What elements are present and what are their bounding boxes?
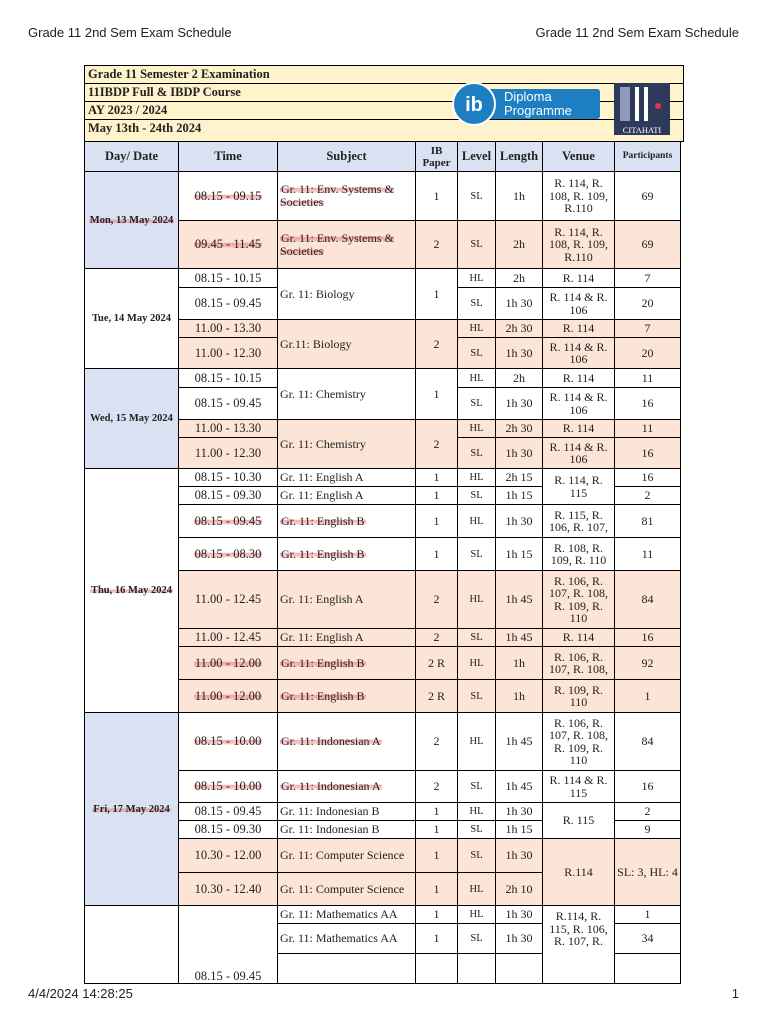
venue-cell: R. 114 & R. 106 xyxy=(543,338,615,369)
level-cell: SL xyxy=(458,221,496,269)
subject-cell: Gr. 11: Mathematics AA xyxy=(278,924,416,954)
day-label: Fri, 17 May 2024 xyxy=(93,803,170,815)
info-title: Grade 11 Semester 2 Examination xyxy=(84,65,684,84)
venue-cell: R. 114 xyxy=(543,269,615,288)
length-cell: 1h 30 xyxy=(496,338,543,369)
participants-cell: 7 xyxy=(615,269,681,288)
participants-cell: 11 xyxy=(615,538,681,571)
venue-cell: R. 114, R. 115 xyxy=(543,469,615,505)
paper-cell: 1 xyxy=(416,924,458,954)
page-header-left: Grade 11 2nd Sem Exam Schedule xyxy=(28,25,232,40)
level-cell: HL xyxy=(458,469,496,487)
page-number: 1 xyxy=(731,986,739,1001)
time-cell: 08.15 - 10.00 xyxy=(179,713,278,771)
subject-cell: Gr. 11: Computer Science xyxy=(278,873,416,906)
length-cell: 2h 30 xyxy=(496,320,543,338)
time-cell: 11.00 - 12.45 xyxy=(179,629,278,647)
time-cell: 09.45 - 11.45 xyxy=(179,221,278,269)
venue-cell: R. 114 & R. 115 xyxy=(543,771,615,803)
level-cell: SL xyxy=(458,538,496,571)
col-header-participants: Participants xyxy=(615,142,681,172)
col-header-length: Length xyxy=(496,142,543,172)
subject-cell: Gr. 11: English A xyxy=(278,629,416,647)
level-cell: SL xyxy=(458,821,496,839)
level-cell: HL xyxy=(458,420,496,438)
level-cell: SL xyxy=(458,629,496,647)
subject-cell: Gr. 11: English A xyxy=(278,571,416,629)
length-cell: 1h 30 xyxy=(496,924,543,954)
participants-cell: 1 xyxy=(615,680,681,713)
subject-cell: Gr. 11: English B xyxy=(278,647,416,680)
time-cell: 10.30 - 12.40 xyxy=(179,873,278,906)
time-cell: 11.00 - 12.00 xyxy=(179,680,278,713)
col-header-venue: Venue xyxy=(543,142,615,172)
length-cell: 1h 30 xyxy=(496,288,543,320)
subject-cell: Gr. 11: English A xyxy=(278,469,416,487)
level-cell: HL xyxy=(458,713,496,771)
exam-schedule-table xyxy=(84,141,681,984)
length-cell: 1h xyxy=(496,172,543,221)
subject-cell: Gr. 11: Indonesian B xyxy=(278,821,416,839)
table-row xyxy=(85,172,681,221)
time-cell: 08.15 - 09.45 xyxy=(179,803,278,821)
subject-cell: Gr. 11: English B xyxy=(278,680,416,713)
level-cell: SL xyxy=(458,680,496,713)
col-header-day: Day/ Date xyxy=(85,142,179,172)
time-cell: 08.15 - 08.30 xyxy=(179,538,278,571)
day-cell xyxy=(85,469,179,713)
participants-cell: 34 xyxy=(615,924,681,954)
subject-cell: Gr. 11: Chemistry xyxy=(278,420,416,469)
level-cell: SL xyxy=(458,388,496,420)
day-cell xyxy=(85,713,179,906)
paper-cell: 1 xyxy=(416,538,458,571)
length-cell: 1h 15 xyxy=(496,487,543,505)
participants-cell: 81 xyxy=(615,505,681,538)
school-name: CITAHATI xyxy=(622,125,662,135)
paper-cell: 1 xyxy=(416,839,458,873)
paper-cell: 1 xyxy=(416,803,458,821)
participants-cell: 1 xyxy=(615,906,681,924)
venue-cell: R. 106, R. 107, R. 108, xyxy=(543,647,615,680)
col-header-subject: Subject xyxy=(278,142,416,172)
venue-cell: R. 114, R. 108, R. 109, R.110 xyxy=(543,172,615,221)
day-cell xyxy=(85,906,179,984)
paper-cell: 1 xyxy=(416,505,458,538)
participants-cell: 11 xyxy=(615,420,681,438)
paper-cell: 1 xyxy=(416,821,458,839)
venue-cell: R. 114 & R. 106 xyxy=(543,438,615,469)
participants-cell: 69 xyxy=(615,172,681,221)
paper-cell: 2 xyxy=(416,713,458,771)
paper-cell: 2 xyxy=(416,571,458,629)
venue-cell: R. 114 xyxy=(543,320,615,338)
length-cell: 1h 15 xyxy=(496,538,543,571)
level-cell: HL xyxy=(458,269,496,288)
subject-cell: Gr. 11: Indonesian A xyxy=(278,771,416,803)
length-cell: 1h 30 xyxy=(496,505,543,538)
participants-cell xyxy=(615,954,681,984)
time-cell: 08.15 - 09.15 xyxy=(179,172,278,221)
level-cell: HL xyxy=(458,873,496,906)
table-row xyxy=(85,269,681,288)
paper-cell: 1 xyxy=(416,873,458,906)
subject-cell: Gr. 11: English B xyxy=(278,538,416,571)
time-cell: 08.15 - 09.45 xyxy=(179,288,278,320)
time-cell: 11.00 - 12.45 xyxy=(179,571,278,629)
col-header-level: Level xyxy=(458,142,496,172)
level-cell: HL xyxy=(458,369,496,388)
level-cell: HL xyxy=(458,906,496,924)
length-cell: 2h 10 xyxy=(496,873,543,906)
table-row xyxy=(85,713,681,771)
time-cell: 11.00 - 12.30 xyxy=(179,338,278,369)
level-cell: HL xyxy=(458,505,496,538)
logo-line2: Programme xyxy=(504,103,572,118)
venue-cell: R. 114 & R. 106 xyxy=(543,288,615,320)
length-cell: 1h 30 xyxy=(496,839,543,873)
venue-cell: R. 114 xyxy=(543,369,615,388)
paper-cell: 2 R xyxy=(416,680,458,713)
paper-cell xyxy=(416,954,458,984)
col-header-paper: IB Paper xyxy=(416,142,458,172)
day-cell: Tue, 14 May 2024 xyxy=(85,269,179,369)
length-cell: 1h 30 xyxy=(496,906,543,924)
level-cell: HL xyxy=(458,571,496,629)
participants-cell: 92 xyxy=(615,647,681,680)
participants-cell: 16 xyxy=(615,771,681,803)
length-cell xyxy=(496,954,543,984)
time-cell: 08.15 - 10.15 xyxy=(179,269,278,288)
paper-cell: 2 R xyxy=(416,647,458,680)
venue-cell: R.114 xyxy=(543,839,615,906)
venue-cell: R. 114 xyxy=(543,629,615,647)
paper-cell: 1 xyxy=(416,469,458,487)
venue-cell: R. 106, R. 107, R. 108, R. 109, R. 110 xyxy=(543,571,615,629)
paper-cell: 2 xyxy=(416,320,458,369)
subject-cell: Gr. 11: Biology xyxy=(278,269,416,320)
ib-diploma-logo xyxy=(452,82,684,136)
venue-cell: R. 114 xyxy=(543,420,615,438)
time-cell: 11.00 - 12.30 xyxy=(179,438,278,469)
participants-cell: 84 xyxy=(615,571,681,629)
time-cell: 08.15 - 09.30 xyxy=(179,487,278,505)
time-cell: 11.00 - 13.30 xyxy=(179,420,278,438)
table-row xyxy=(85,469,681,487)
ib-letters: ib xyxy=(465,94,483,116)
level-cell: SL xyxy=(458,338,496,369)
paper-cell: 2 xyxy=(416,221,458,269)
exam-schedule-sheet xyxy=(84,65,684,983)
length-cell: 1h 45 xyxy=(496,629,543,647)
paper-cell: 1 xyxy=(416,487,458,505)
time-cell: 10.30 - 12.00 xyxy=(179,839,278,873)
venue-cell: R. 114 & R. 106 xyxy=(543,388,615,420)
participants-cell: 20 xyxy=(615,288,681,320)
length-cell: 1h 45 xyxy=(496,713,543,771)
table-row xyxy=(85,906,681,924)
participants-cell: 9 xyxy=(615,821,681,839)
paper-cell: 2 xyxy=(416,629,458,647)
time-cell: 08.15 - 09.45 xyxy=(179,388,278,420)
info-course: 11IBDP Full & IBDP Course xyxy=(84,83,684,102)
subject-cell: Gr. 11: English A xyxy=(278,487,416,505)
time-cell: 11.00 - 12.00 xyxy=(179,647,278,680)
subject-cell xyxy=(278,954,416,984)
subject-cell: Gr. 11: Indonesian B xyxy=(278,803,416,821)
length-cell: 2h xyxy=(496,369,543,388)
subject-cell: Gr. 11: Indonesian A xyxy=(278,713,416,771)
time-cell: 11.00 - 13.30 xyxy=(179,320,278,338)
level-cell: SL xyxy=(458,172,496,221)
length-cell: 1h xyxy=(496,647,543,680)
level-cell: SL xyxy=(458,771,496,803)
paper-cell: 1 xyxy=(416,906,458,924)
length-cell: 1h 15 xyxy=(496,821,543,839)
length-cell: 1h 30 xyxy=(496,803,543,821)
level-cell: SL xyxy=(458,438,496,469)
subject-cell: Gr. 11: Mathematics AA xyxy=(278,906,416,924)
subject-cell: Gr. 11: Chemistry xyxy=(278,369,416,420)
subject-cell: Gr. 11: Env. Systems & Societies xyxy=(278,221,416,269)
page-footer-timestamp: 4/4/2024 14:28:25 xyxy=(28,986,133,1001)
paper-cell: 1 xyxy=(416,369,458,420)
time-cell: 08.15 - 10.30 xyxy=(179,469,278,487)
venue-cell: R. 115 xyxy=(543,803,615,839)
day-label: Mon, 13 May 2024 xyxy=(89,214,174,226)
venue-cell: R. 108, R. 109, R. 110 xyxy=(543,538,615,571)
time-cell: 08.15 - 10.15 xyxy=(179,369,278,388)
participants-cell: SL: 3, HL: 4 xyxy=(615,839,681,906)
logo-line1: Diploma xyxy=(504,89,552,104)
time-cell: 08.15 - 09.45 xyxy=(179,906,278,984)
participants-cell: 16 xyxy=(615,629,681,647)
level-cell: HL xyxy=(458,320,496,338)
length-cell: 2h xyxy=(496,221,543,269)
day-cell: Wed, 15 May 2024 xyxy=(85,369,179,469)
day-label: Thu, 16 May 2024 xyxy=(90,585,173,596)
level-cell: SL xyxy=(458,487,496,505)
time-cell: 08.15 - 09.45 xyxy=(179,505,278,538)
length-cell: 1h 30 xyxy=(496,388,543,420)
participants-cell: 69 xyxy=(615,221,681,269)
subject-cell: Gr. 11: Computer Science xyxy=(278,839,416,873)
table-header-row xyxy=(85,142,681,172)
participants-cell: 2 xyxy=(615,803,681,821)
venue-cell: R. 106, R. 107, R. 108, R. 109, R. 110 xyxy=(543,713,615,771)
table-row xyxy=(85,369,681,388)
info-academic-year: AY 2023 / 2024 xyxy=(84,101,684,120)
paper-cell: 2 xyxy=(416,420,458,469)
paper-cell: 2 xyxy=(416,771,458,803)
subject-cell: Gr. 11: Env. Systems & Societies xyxy=(278,172,416,221)
level-cell: HL xyxy=(458,647,496,680)
venue-cell: R. 115, R. 106, R. 107, xyxy=(543,505,615,538)
paper-cell: 1 xyxy=(416,172,458,221)
subject-cell: Gr. 11: English B xyxy=(278,505,416,538)
col-header-time: Time xyxy=(179,142,278,172)
participants-cell: 7 xyxy=(615,320,681,338)
participants-cell: 16 xyxy=(615,388,681,420)
page-header-right: Grade 11 2nd Sem Exam Schedule xyxy=(535,25,739,40)
participants-cell: 84 xyxy=(615,713,681,771)
participants-cell: 11 xyxy=(615,369,681,388)
length-cell: 2h 30 xyxy=(496,420,543,438)
participants-cell: 16 xyxy=(615,469,681,487)
subject-cell: Gr.11: Biology xyxy=(278,320,416,369)
level-cell: HL xyxy=(458,803,496,821)
level-cell: SL xyxy=(458,288,496,320)
info-date-range: May 13th - 24th 2024 xyxy=(84,119,684,142)
venue-cell: R. 114, R. 108, R. 109, R.110 xyxy=(543,221,615,269)
participants-cell: 20 xyxy=(615,338,681,369)
time-cell: 08.15 - 10.00 xyxy=(179,771,278,803)
day-cell xyxy=(85,172,179,269)
length-cell: 1h 45 xyxy=(496,571,543,629)
length-cell: 1h 30 xyxy=(496,438,543,469)
time-cell: 08.15 - 09.30 xyxy=(179,821,278,839)
length-cell: 2h xyxy=(496,269,543,288)
venue-cell: R.114, R. 115, R. 106, R. 107, R. xyxy=(543,906,615,984)
level-cell: SL xyxy=(458,839,496,873)
venue-cell: R. 109, R. 110 xyxy=(543,680,615,713)
level-cell xyxy=(458,954,496,984)
paper-cell: 1 xyxy=(416,269,458,320)
length-cell: 1h xyxy=(496,680,543,713)
length-cell: 1h 45 xyxy=(496,771,543,803)
level-cell: SL xyxy=(458,924,496,954)
participants-cell: 16 xyxy=(615,438,681,469)
participants-cell: 2 xyxy=(615,487,681,505)
length-cell: 2h 15 xyxy=(496,469,543,487)
